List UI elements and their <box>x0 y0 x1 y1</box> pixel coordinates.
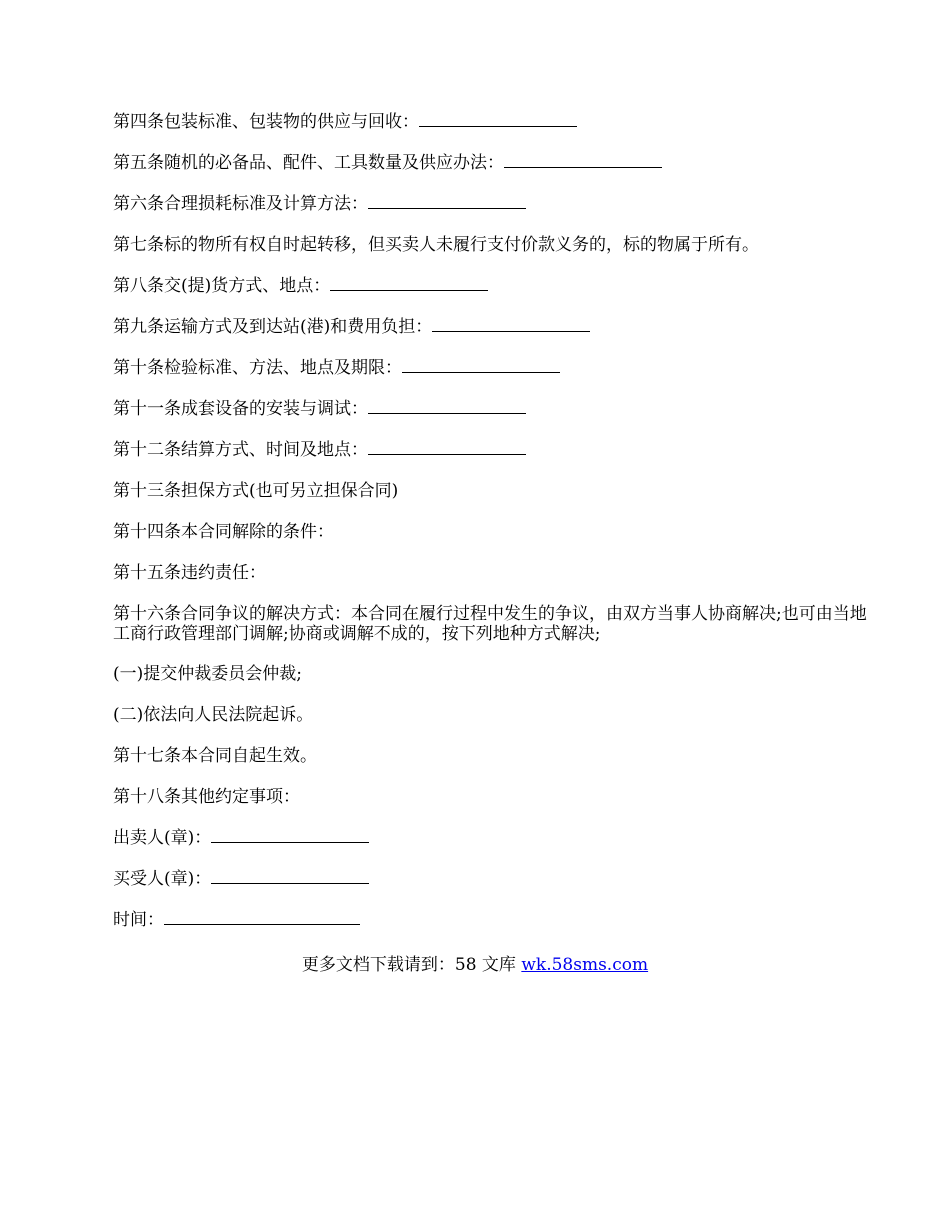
clause-18: 第十八条其他约定事项： <box>113 787 300 807</box>
buyer-signature: 买受人(章)： <box>113 869 873 890</box>
fill-blank <box>211 869 369 884</box>
contract-body <box>113 112 873 951</box>
footer-link[interactable]: wk.58sms.com <box>521 955 649 975</box>
clause-16: 第十六条合同争议的解决方式：本合同在履行过程中发生的争议，由双方当事人协商解决;也可由当地工商行政管理部门调解;协商或调解不成的，按下列地种方式解决; <box>113 604 867 644</box>
option-litigation: (二)依法向人民法院起诉。 <box>113 705 314 725</box>
fill-blank <box>330 276 488 291</box>
option-arbitration: (一)提交仲裁委员会仲裁; <box>113 664 302 684</box>
clause-4: 第四条包装标准、包装物的供应与回收： <box>113 112 873 133</box>
fill-blank <box>368 399 526 414</box>
seller-signature: 出卖人(章)： <box>113 828 873 849</box>
fill-blank <box>402 358 560 373</box>
clause-10: 第十条检验标准、方法、地点及期限： <box>113 358 873 379</box>
clause-6: 第六条合理损耗标准及计算方法： <box>113 194 873 215</box>
clause-15: 第十五条违约责任： <box>113 563 266 583</box>
clause-8: 第八条交(提)货方式、地点： <box>113 276 873 297</box>
clause-11: 第十一条成套设备的安装与调试： <box>113 399 873 420</box>
fill-blank <box>164 910 360 925</box>
clause-9: 第九条运输方式及到达站(港)和费用负担： <box>113 317 873 338</box>
fill-blank <box>432 317 590 332</box>
footer-download-note: 更多文档下载请到：58 文库 wk.58sms.com <box>301 955 649 975</box>
signature-time: 时间： <box>113 910 873 931</box>
clause-5: 第五条随机的必备品、配件、工具数量及供应办法： <box>113 153 873 174</box>
fill-blank <box>368 194 526 209</box>
fill-blank <box>211 828 369 843</box>
fill-blank <box>419 112 577 127</box>
fill-blank <box>368 440 526 455</box>
clause-12: 第十二条结算方式、时间及地点： <box>113 440 873 461</box>
clause-17: 第十七条本合同自起生效。 <box>113 746 317 766</box>
clause-13: 第十三条担保方式(也可另立担保合同) <box>113 481 399 501</box>
clause-14: 第十四条本合同解除的条件： <box>113 522 334 542</box>
clause-7: 第七条标的物所有权自时起转移，但买卖人未履行支付价款义务的，标的物属于所有。 <box>113 235 759 255</box>
fill-blank <box>504 153 662 168</box>
